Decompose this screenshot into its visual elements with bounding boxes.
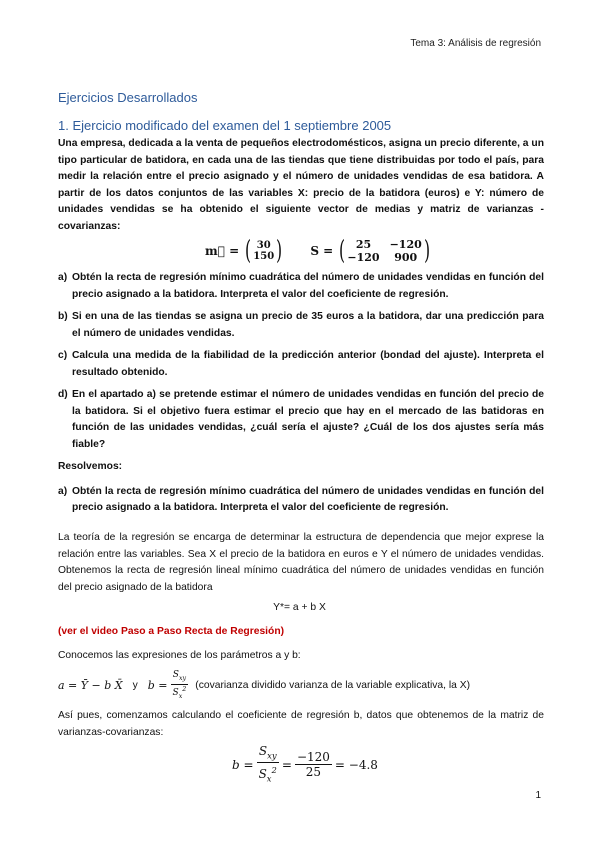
- question-label: b): [58, 311, 68, 322]
- video-link[interactable]: (ver el video Paso a Paso Recta de Regresión): [58, 626, 285, 637]
- means-covariance-formula: [205, 238, 436, 264]
- page-number: 1: [535, 790, 541, 801]
- covariance-matrix: ( 25 −120 −120 900 ): [339, 236, 430, 266]
- problem-statement: Una empresa, dedicada a la venta de pequeños electrodomésticos, asigna un precio diferente, a un tipo particular de batidora, en cada una de las tiendas que tiene distribuidas por todo el país, para medir la relación entre el precio asignado y el número de unidades vendidas de esa batidora. A partir de los datos conjuntos de las variables X: precio de la batidora (euros) e Y: número de unidades vendidas se ha obtenido el siguiente vector de medias y matriz de varianzas - covarianzas:: [58, 138, 544, 232]
- calc-numerator: −120: [296, 750, 330, 765]
- matrix-entry: −120: [347, 251, 380, 264]
- b-calculation: b = $\frac{S_{xy}}{S_x^2}$ = $\frac{-120}{25}$ = −4.8: [232, 744, 378, 784]
- calc-result: −4.8: [348, 757, 378, 772]
- calc-intro: Así pues, comenzamos calculando el coeficiente de regresión b, datos que obtenemos de la matriz de varianzas-covarianzas:: [58, 710, 544, 738]
- question-text: Obtén la recta de regresión mínimo cuadrática del número de unidades vendidas en función del precio asignado a la batidora. Interpreta el valor del coeficiente de regresión.: [72, 485, 544, 513]
- mean-vector-entry: 150: [253, 251, 275, 262]
- question-item: [58, 309, 544, 342]
- mean-vector: ( 30 150 ): [245, 236, 283, 266]
- params-intro: Conocemos las expresiones de los parámetros a y b:: [58, 650, 301, 661]
- question-list: [58, 270, 544, 517]
- mean-vector-symbol: m⃗ =: [205, 244, 240, 258]
- covariance-matrix-symbol: S =: [310, 244, 334, 258]
- matrix-entry: 25: [355, 238, 372, 251]
- question-text: Calcula una medida de la fiabilidad de la predicción anterior (bondad del ajuste). Interpreta el resultado obtenido.: [72, 350, 544, 378]
- question-label: d): [58, 389, 68, 400]
- params-formula: a = Ȳ − b X̄ y b = $\frac{S_{xy}}{S_x^2}$ (covarianza dividido varianza de la variable explicativa, la X): [58, 670, 471, 700]
- mean-vector-entry: 30: [256, 240, 271, 251]
- section-title: Ejercicios Desarrollados: [58, 90, 198, 105]
- running-header: Tema 3: Análisis de regresión: [410, 38, 541, 49]
- question-label: a): [58, 485, 68, 497]
- matrix-entry: 900: [394, 251, 418, 264]
- question-text: Si en una de las tiendas se asigna un precio de 35 euros a la batidora, dar una predicción para el número de unidades vendidas.: [72, 311, 544, 339]
- exercise-title: 1. Ejercicio modificado del examen del 1 septiembre 2005: [58, 118, 392, 133]
- question-item: [58, 270, 544, 303]
- model-equation: Y*= a + b X: [273, 602, 326, 613]
- question-label: a): [58, 272, 68, 283]
- matrix-entry: −120: [389, 238, 422, 251]
- resolvemos-heading: Resolvemos:: [58, 461, 123, 472]
- question-item-repeat: [58, 484, 544, 517]
- question-item: [58, 387, 544, 453]
- theory-paragraph: La teoría de la regresión se encarga de determinar la estructura de dependencia que mejor exprese la relación entre las variables. Sea X el precio de la batidora en euros e Y el número de unidades vendidas. Obtenemos la recta de regresión lineal mínimo cuadrática del número de unidades vendidas en función del precio asignado de la batidora: [58, 532, 544, 593]
- params-note: (covarianza dividido varianza de la variable explicativa, la X): [195, 679, 471, 691]
- question-label: c): [58, 350, 68, 361]
- question-item: [58, 348, 544, 381]
- calc-denominator: 25: [305, 765, 322, 780]
- question-text: En el apartado a) se pretende estimar el número de unidades vendidas en función del precio de la batidora. Si el objetivo fuera estimar el precio que hay en el mercado de las batidoras en función de las unidades vendidas, ¿cuál sería el ajuste? ¿Cuál de los dos ajustes sería más fiable?: [72, 389, 544, 450]
- question-text: Obtén la recta de regresión mínimo cuadrática del número de unidades vendidas en función del precio asignado a la batidora. Interpreta el valor del coeficiente de regresión.: [72, 272, 544, 300]
